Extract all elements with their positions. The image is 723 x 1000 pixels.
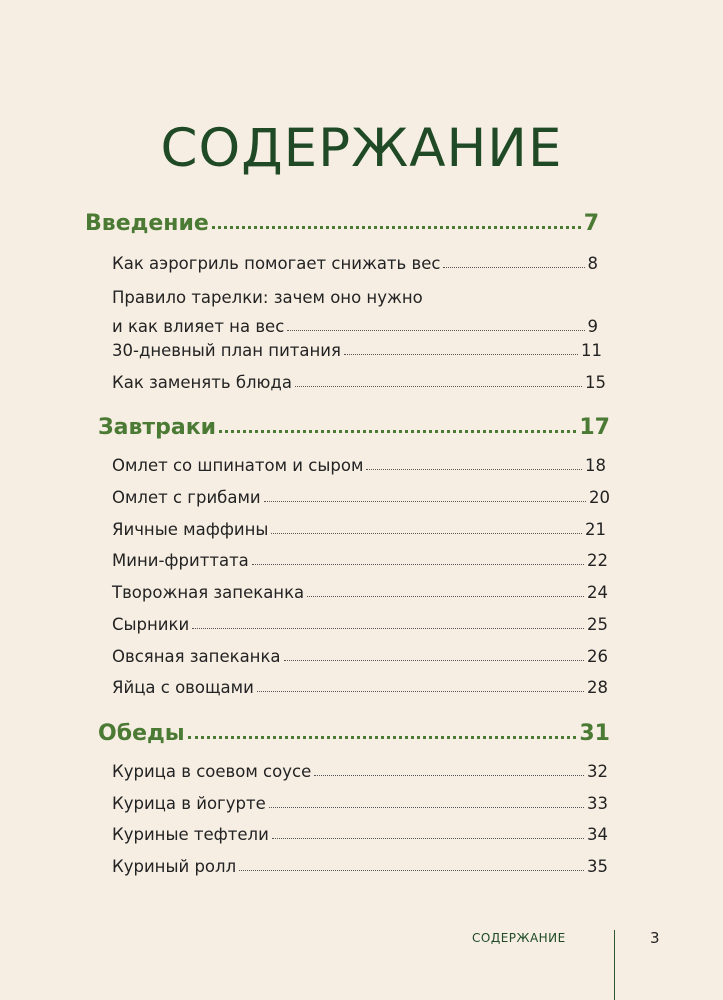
toc-item-page: 35: [587, 857, 608, 876]
dot-leader: [219, 429, 576, 433]
toc-section-page: 7: [583, 211, 599, 236]
toc-section-introduction[interactable]: [85, 211, 599, 236]
toc-item[interactable]: [112, 825, 608, 844]
toc-item[interactable]: [112, 287, 598, 336]
toc-item-label: Курица в соевом соусе: [112, 762, 312, 781]
toc-item-label: Яйца с овощами: [112, 678, 254, 697]
footer-running-head: СОДЕРЖАНИЕ: [472, 931, 566, 945]
dot-leader: [284, 659, 584, 661]
dot-leader: [257, 690, 584, 692]
toc-section-breakfasts[interactable]: [98, 415, 610, 440]
toc-item[interactable]: [112, 857, 608, 876]
toc-section-page: 17: [579, 415, 610, 440]
toc-item[interactable]: [112, 341, 602, 360]
dot-leader: [443, 266, 584, 268]
dot-leader: [252, 563, 584, 565]
toc-section-label: Введение: [85, 211, 209, 236]
toc-item-page: 9: [587, 317, 598, 336]
toc-item-label: Омлет с грибами: [112, 488, 261, 507]
toc-section-page: 31: [579, 721, 610, 746]
toc-item-page: 21: [585, 520, 606, 539]
toc-item-label: Куриные тефтели: [112, 825, 269, 844]
dot-leader: [269, 806, 584, 808]
toc-item[interactable]: [112, 520, 606, 539]
toc-item-label: Сырники: [112, 615, 190, 634]
toc-item-label: Как заменять блюда: [112, 373, 292, 392]
toc-section-lunches[interactable]: [98, 721, 610, 746]
dot-leader: [272, 837, 584, 839]
toc-item-label: 30-дневный план питания: [112, 341, 341, 360]
toc-item-label: Курица в йогурте: [112, 794, 266, 813]
toc-item-page: 32: [587, 762, 608, 781]
toc-item[interactable]: [112, 551, 608, 570]
toc-item[interactable]: [112, 762, 608, 781]
toc-item-label: Яичные маффины: [112, 520, 269, 539]
toc-section-label: Обеды: [98, 721, 185, 746]
toc-item-page: 25: [587, 615, 608, 634]
toc-item-page: 28: [587, 678, 608, 697]
toc-item-label: Омлет со шпинатом и сыром: [112, 456, 364, 475]
toc-item[interactable]: [112, 254, 598, 273]
toc-item-label: Мини-фриттата: [112, 551, 249, 570]
toc-item-page: 15: [585, 373, 606, 392]
dot-leader: [188, 735, 577, 739]
toc-item-page: 8: [587, 254, 598, 273]
toc-item-page: 22: [587, 551, 608, 570]
dot-leader: [307, 595, 584, 597]
dot-leader: [192, 627, 584, 629]
dot-leader: [271, 532, 582, 534]
toc-item[interactable]: [112, 583, 608, 602]
toc-item-label-line2: и как влияет на вес: [112, 317, 285, 336]
toc-item[interactable]: [112, 373, 606, 392]
toc-item-page: 20: [589, 488, 610, 507]
toc-item-page: 24: [587, 583, 608, 602]
toc-item-label-line1: Правило тарелки: зачем оно нужно: [112, 288, 423, 307]
dot-leader: [287, 329, 584, 331]
toc-item[interactable]: [112, 647, 608, 666]
toc-item[interactable]: [112, 488, 610, 507]
footer-page-number: 3: [650, 929, 660, 947]
toc-item-label: Творожная запеканка: [112, 583, 305, 602]
dot-leader: [314, 774, 584, 776]
dot-leader: [295, 385, 582, 387]
dot-leader: [264, 500, 586, 502]
toc-item-label: Куриный ролл: [112, 857, 237, 876]
page-title: СОДЕРЖАНИЕ: [160, 118, 563, 179]
toc-item-page: 33: [587, 794, 608, 813]
dot-leader: [212, 225, 581, 229]
dot-leader: [239, 869, 584, 871]
toc-item[interactable]: [112, 678, 608, 697]
toc-item-page: 26: [587, 647, 608, 666]
toc-item-label: Овсяная запеканка: [112, 647, 281, 666]
toc-item-page: 18: [585, 456, 606, 475]
dot-leader: [366, 468, 582, 470]
toc-section-label: Завтраки: [98, 415, 217, 440]
toc-item-page: 11: [581, 341, 602, 360]
toc-item-label: Как аэрогриль помогает снижать вес: [112, 254, 441, 273]
dot-leader: [344, 353, 578, 355]
toc-item[interactable]: [112, 794, 608, 813]
toc-item[interactable]: [112, 456, 606, 475]
toc-item[interactable]: [112, 615, 608, 634]
footer-divider: [614, 930, 615, 1000]
toc-item-page: 34: [587, 825, 608, 844]
